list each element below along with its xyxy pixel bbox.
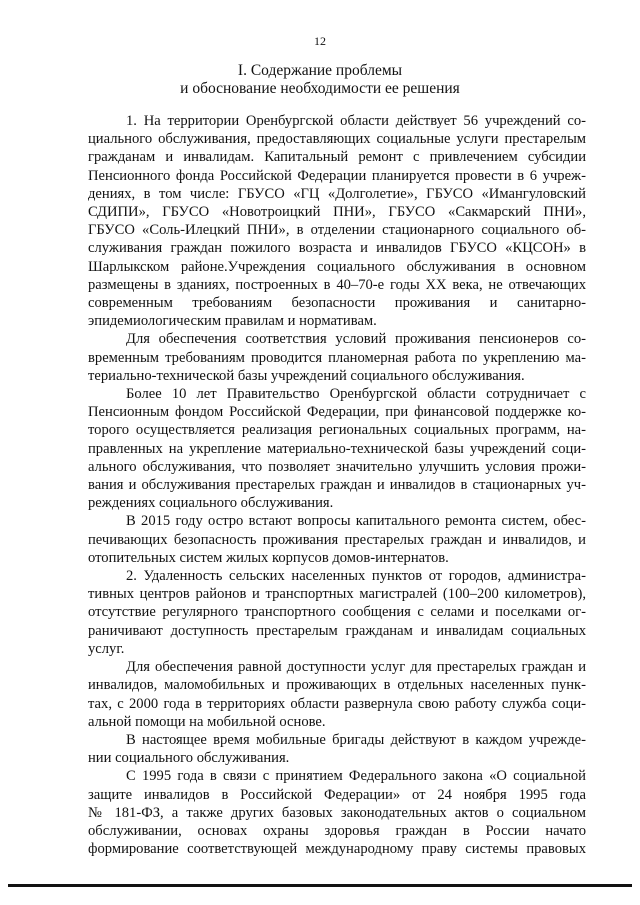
paragraph bbox=[88, 658, 586, 731]
text-line: тивных центров районов и транспортных магистралей (100–200 километров), bbox=[88, 586, 586, 603]
text-line: размещены в зданиях, построенных в 40–70-е годы XX века, не отвечающих bbox=[88, 276, 586, 293]
text-line: современным требованиям безопасности проживания и санитарно- bbox=[88, 295, 586, 312]
paragraph bbox=[88, 567, 586, 658]
text-line: № 181-ФЗ, а также других базовых законодательных актов о социальном bbox=[88, 804, 586, 821]
text-line: отопительных систем жилых корпусов домов-интернатов. bbox=[88, 549, 449, 566]
text-line: печивающих безопасность проживания престарелых граждан и инвалидов, и bbox=[88, 531, 586, 548]
text-line: раничивают доступность престарелым гражданам и инвалидам социальных bbox=[88, 622, 586, 639]
text-line: эпидемиологическим правилам и нормативам. bbox=[88, 313, 377, 330]
text-line: правленных на укрепление материально-технической базы учреждений соци- bbox=[88, 440, 586, 457]
text-line: инвалидов, маломобильных и проживающих в отдельных населенных пунк- bbox=[88, 677, 586, 694]
page-number: 12 bbox=[314, 34, 326, 48]
text-line: обслуживании, основах охраны здоровья граждан в России начато bbox=[88, 822, 586, 839]
text-line: 2. Удаленность сельских населенных пунктов от городов, администра- bbox=[126, 568, 586, 585]
text-line: формирование соответствующей международному праву системы правовых bbox=[88, 841, 586, 858]
text-line: тах, с 2000 года в территориях области развернула свою работу служба соци- bbox=[88, 695, 586, 712]
text-line: ГБУСО «Соль-Илецкий ПНИ», в отделении стационарного социального об- bbox=[88, 222, 586, 239]
text-line: служивания граждан пожилого возраста и инвалидов ГБУСО «КЦСОН» в bbox=[88, 240, 586, 257]
bottom-rule bbox=[8, 884, 632, 887]
text-line: циального обслуживания, предоставляющих социальные услуги престарелым bbox=[88, 131, 586, 148]
text-line: отсутствие регулярного транспортного сообщения с селами и поселками ог- bbox=[88, 604, 586, 621]
text-line: Более 10 лет Правительство Оренбургской области сотрудничает с bbox=[126, 386, 586, 403]
paragraph bbox=[88, 767, 586, 858]
paragraph bbox=[88, 512, 586, 567]
text-line: Для обеспечения равной доступности услуг для престарелых граждан и bbox=[126, 659, 586, 676]
text-line: С 1995 года в связи с принятием Федерального закона «О социальной bbox=[126, 768, 586, 785]
paragraph bbox=[88, 112, 586, 330]
text-line: вания и обслуживания престарелых граждан и инвалидов в стационарных уч- bbox=[88, 477, 586, 494]
text-line: СДИПИ», ГБУСО «Новотроицкий ПНИ», ГБУСО «Сакмарский ПНИ», bbox=[88, 204, 586, 221]
text-line: защите инвалидов в Российской Федерации» от 24 ноября 1995 года bbox=[88, 786, 586, 803]
section-heading bbox=[90, 62, 550, 98]
text-line: дениях, в том числе: ГБУСО «ГЦ «Долголетие», ГБУСО «Имангуловский bbox=[88, 185, 586, 202]
text-line: гражданам и инвалидам. Капитальный ремонт с привлечением субсидии bbox=[88, 149, 586, 166]
text-line: териально-технической базы учреждений социального обслуживания. bbox=[88, 367, 525, 384]
paragraph bbox=[88, 731, 586, 767]
paragraph bbox=[88, 385, 586, 512]
heading-line-1: I. Содержание проблемы bbox=[237, 62, 403, 79]
text-line: услуг. bbox=[88, 640, 125, 657]
text-line: нии социального обслуживания. bbox=[88, 750, 290, 767]
text-line: Шарлыкском районе.Учреждения социального обслуживания в основном bbox=[88, 258, 586, 275]
text-line: временным требованиям проводится планомерная работа по укреплению ма- bbox=[88, 349, 586, 366]
text-line: реждениях социального обслуживания. bbox=[88, 495, 334, 512]
text-line: Пенсионным фондом Российской Федерации, при финансовой поддержке ко- bbox=[88, 404, 586, 421]
text-line: альной помощи на мобильной основе. bbox=[88, 713, 326, 730]
text-line: Пенсионного фонда Российской Федерации планируется провести в 6 учреж- bbox=[88, 167, 586, 184]
text-line: Для обеспечения соответствия условий проживания пенсионеров со- bbox=[126, 331, 586, 348]
heading-line-2: и обоснование необходимости ее решения bbox=[180, 80, 460, 97]
text-line: В 2015 году остро встают вопросы капитального ремонта систем, обес- bbox=[126, 513, 586, 530]
text-line: ального обслуживания, что позволяет значительно улучшить условия прожи- bbox=[88, 458, 586, 475]
text-line: торого осуществляется реализация региональных социальных программ, на- bbox=[88, 422, 586, 439]
text-line: В настоящее время мобильные бригады действуют в каждом учрежде- bbox=[126, 731, 586, 748]
paragraph bbox=[88, 330, 586, 385]
text-line: 1. На территории Оренбургской области действует 56 учреждений со- bbox=[126, 113, 586, 129]
body-text bbox=[88, 112, 586, 858]
